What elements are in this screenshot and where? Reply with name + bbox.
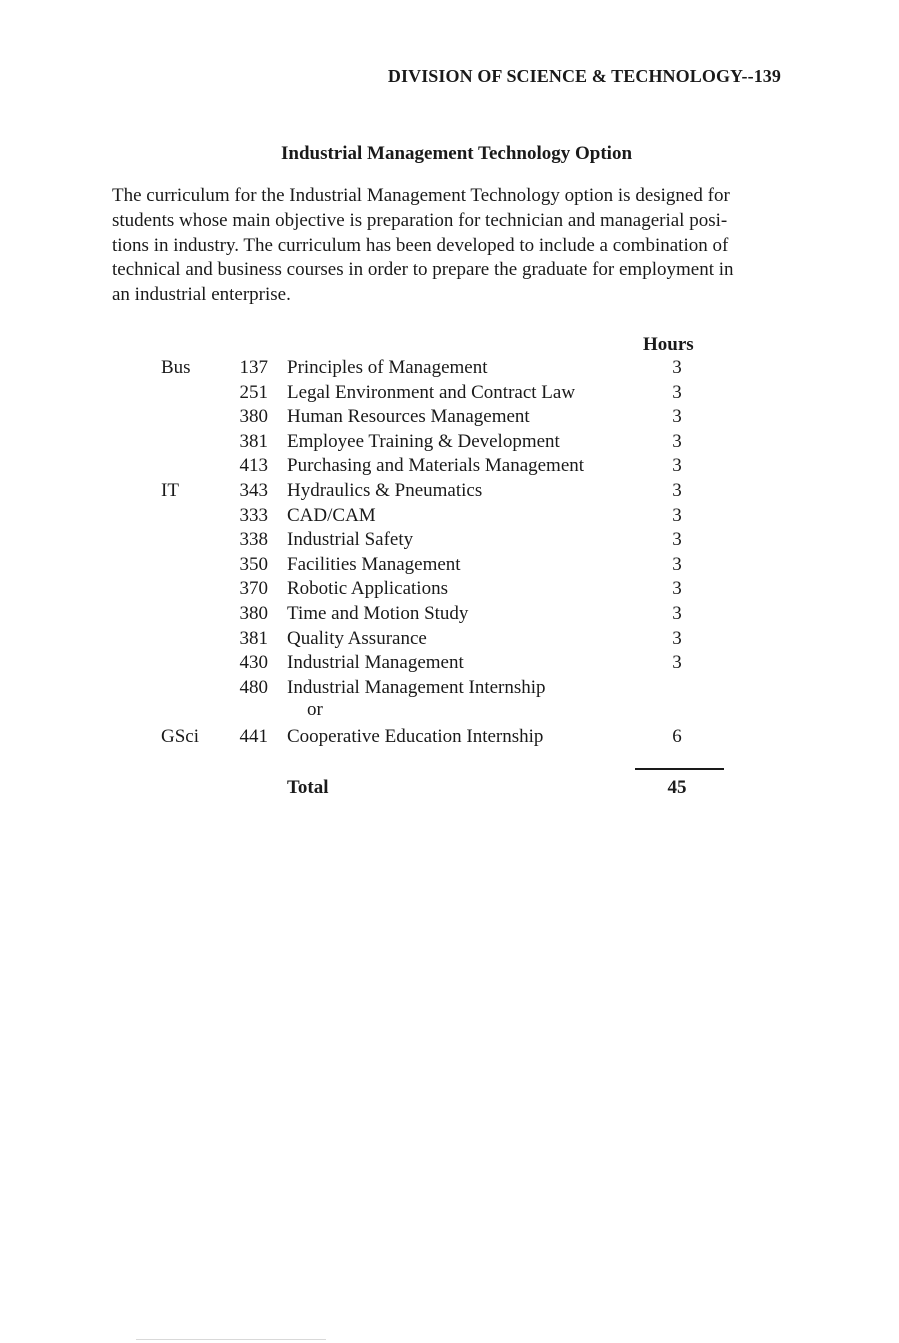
course-number: 430: [239, 652, 268, 674]
course-title: Purchasing and Materials Management: [287, 455, 585, 477]
course-number: 380: [239, 406, 268, 428]
course-hours: 3: [672, 627, 682, 649]
course-row: [0, 381, 899, 406]
intro-line: technical and business courses in order to prepare the graduate for employment in: [112, 259, 734, 281]
course-dept: IT: [161, 479, 179, 501]
course-hours: 3: [672, 430, 682, 452]
course-hours: 3: [672, 602, 682, 624]
course-hours: 3: [672, 529, 682, 551]
course-title: Industrial Management: [287, 652, 464, 674]
course-title: Facilities Management: [287, 553, 461, 575]
course-title: Human Resources Management: [287, 406, 530, 428]
course-number: 350: [239, 553, 268, 575]
course-row: [0, 651, 899, 676]
course-title: Robotic Applications: [287, 578, 448, 600]
course-number: 480: [239, 676, 268, 698]
course-hours: 3: [672, 504, 682, 526]
course-title: Time and Motion Study: [287, 602, 469, 624]
course-hours: 6: [672, 725, 682, 747]
course-row: [0, 430, 899, 455]
course-title: Cooperative Education Internship: [287, 725, 544, 747]
course-title: Industrial Safety: [287, 529, 414, 551]
course-title: CAD/CAM: [287, 504, 376, 526]
course-title: Employee Training & Development: [287, 430, 560, 452]
course-hours: 3: [672, 553, 682, 575]
course-dept: GSci: [161, 725, 199, 747]
alternative-separator: [0, 700, 899, 725]
hours-column-header: Hours: [643, 334, 694, 355]
total-rule: [635, 768, 724, 770]
course-row: [0, 356, 899, 381]
course-number: 338: [239, 529, 268, 551]
course-list: [0, 356, 899, 750]
intro-paragraph: [112, 184, 788, 308]
intro-line: students whose main objective is preparation for technician and managerial posi-: [112, 209, 728, 231]
course-hours: 3: [672, 455, 682, 477]
course-row: [0, 504, 899, 529]
course-title: Legal Environment and Contract Law: [287, 381, 576, 403]
course-number: 381: [239, 430, 268, 452]
course-row: [0, 676, 899, 701]
course-row: [0, 528, 899, 553]
course-title: Hydraulics & Pneumatics: [287, 479, 483, 501]
course-number: 370: [239, 578, 268, 600]
course-number: 380: [239, 602, 268, 624]
course-hours: 3: [672, 381, 682, 403]
course-row: [0, 725, 899, 750]
course-row: [0, 627, 899, 652]
course-hours: 3: [672, 479, 682, 501]
course-row: [0, 479, 899, 504]
course-number: 251: [239, 381, 268, 403]
course-row: [0, 553, 899, 578]
course-row: [0, 602, 899, 627]
section-title: Industrial Management Technology Option: [280, 143, 633, 164]
course-title: Principles of Management: [287, 357, 488, 378]
or-label: or: [307, 699, 323, 721]
course-number: 413: [239, 455, 268, 477]
intro-line: an industrial enterprise.: [112, 284, 291, 306]
course-hours: 3: [672, 578, 682, 600]
course-number: 333: [239, 504, 268, 526]
course-number: 137: [239, 357, 268, 378]
intro-line: The curriculum for the Industrial Management Technology option is designed for: [112, 185, 730, 206]
course-row: [0, 454, 899, 479]
course-row: [0, 405, 899, 430]
course-number: 381: [239, 627, 268, 649]
course-dept: Bus: [161, 357, 191, 378]
course-title: Quality Assurance: [287, 627, 427, 649]
course-hours: 3: [672, 357, 682, 378]
page-edge-rule: [136, 1339, 326, 1340]
course-hours: 3: [672, 406, 682, 428]
course-hours: 3: [672, 652, 682, 674]
course-title: Industrial Management Internship: [287, 676, 546, 698]
course-number: 441: [239, 725, 268, 747]
course-number: 343: [239, 479, 268, 501]
intro-line: tions in industry. The curriculum has been developed to include a combination of: [112, 234, 729, 256]
total-value: 45: [667, 777, 687, 798]
course-row: [0, 577, 899, 602]
running-header: DIVISION OF SCIENCE & TECHNOLOGY--139: [387, 66, 781, 86]
total-label: Total: [287, 777, 329, 798]
